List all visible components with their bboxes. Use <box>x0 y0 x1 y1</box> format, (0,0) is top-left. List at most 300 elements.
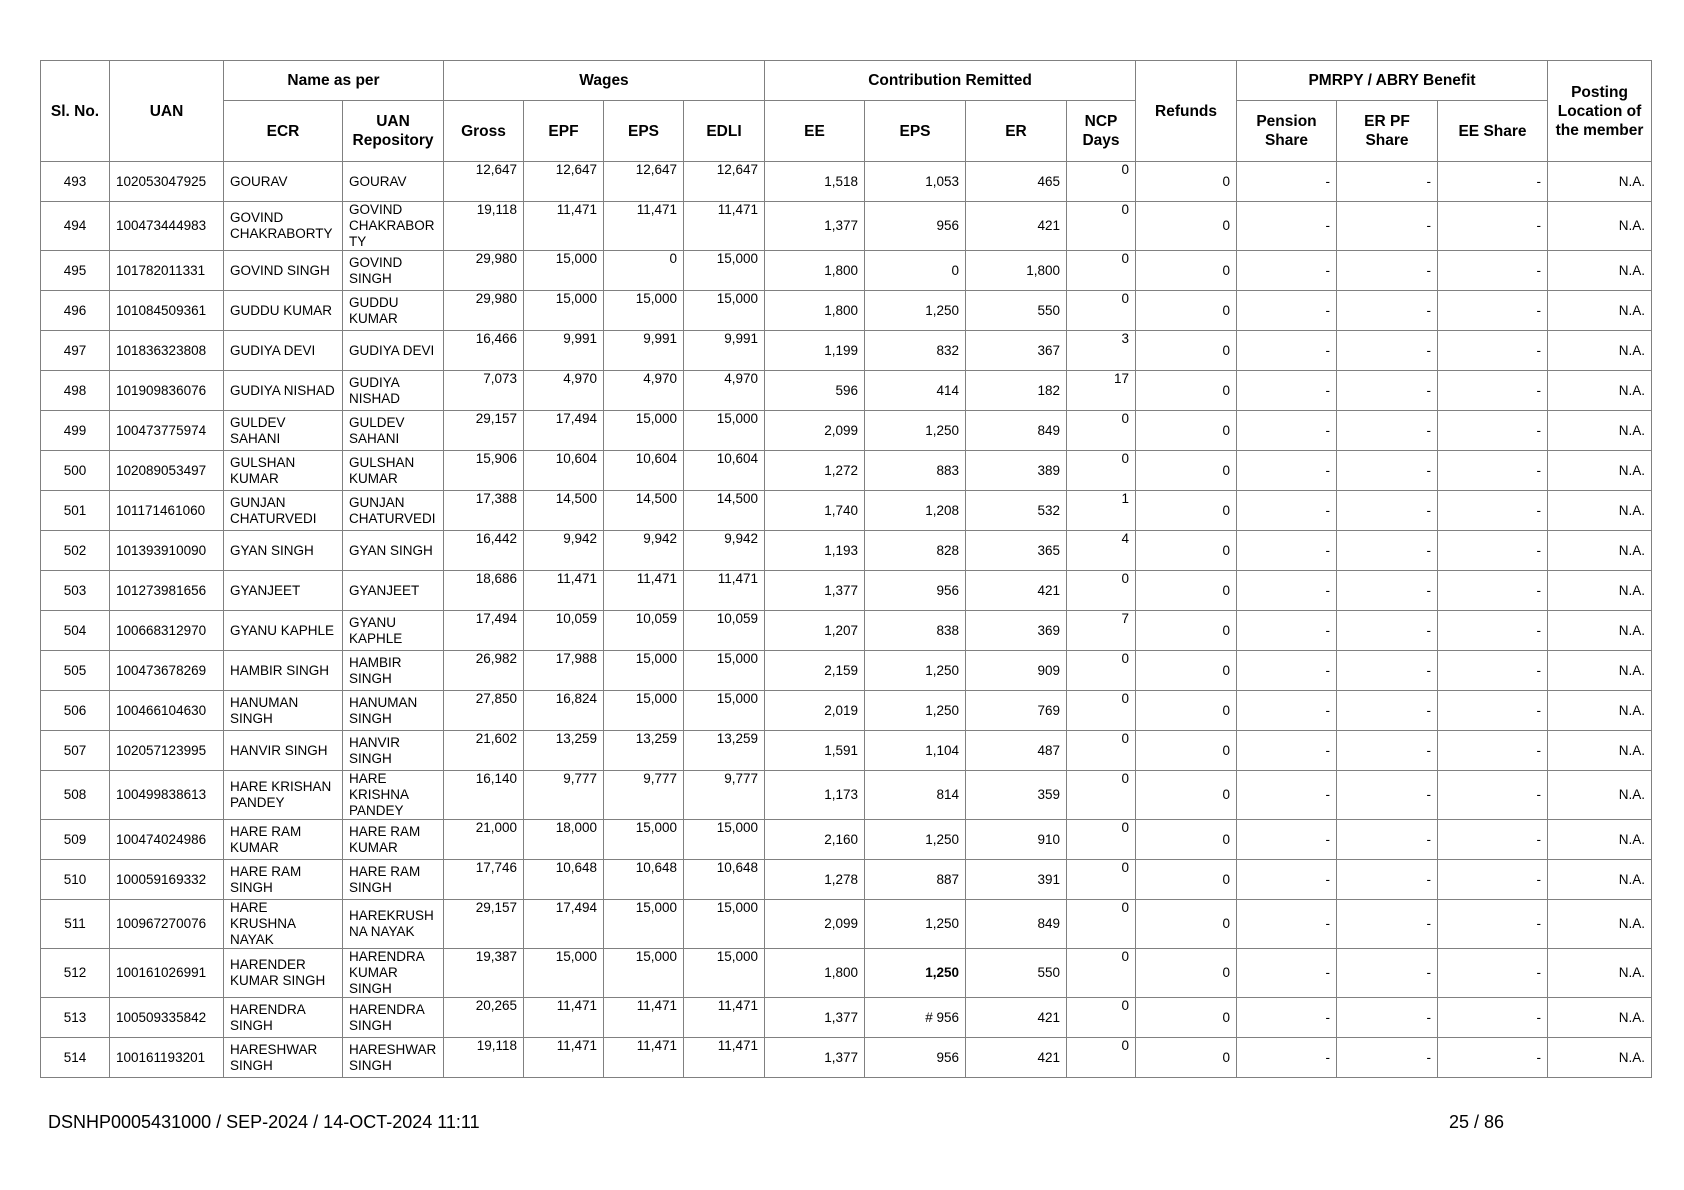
cell-pension-share: - <box>1237 162 1337 202</box>
cell-ee-share: - <box>1438 491 1548 531</box>
cell-er-pf-share: - <box>1337 651 1438 691</box>
cell-ee: 1,377 <box>765 1038 865 1078</box>
cell-posting-location: N.A. <box>1548 611 1652 651</box>
cell-pension-share: - <box>1237 371 1337 411</box>
cell-ncp-days: 3 <box>1067 331 1136 371</box>
cell-refunds: 0 <box>1136 691 1237 731</box>
cell-eps-contribution: 832 <box>865 331 966 371</box>
cell-er-pf-share: - <box>1337 900 1438 949</box>
cell-er-pf-share: - <box>1337 291 1438 331</box>
cell-epf: 4,970 <box>524 371 604 411</box>
cell-posting-location: N.A. <box>1548 571 1652 611</box>
cell-epf: 16,824 <box>524 691 604 731</box>
table-row <box>41 411 1652 451</box>
cell-eps-wages: 11,471 <box>604 998 684 1038</box>
cell-pension-share: - <box>1237 900 1337 949</box>
cell-edli: 15,000 <box>684 251 765 291</box>
cell-er: 769 <box>966 691 1067 731</box>
cell-refunds: 0 <box>1136 998 1237 1038</box>
cell-eps-wages: 15,000 <box>604 651 684 691</box>
cell-sl-no: 512 <box>41 949 110 998</box>
cell-epf: 15,000 <box>524 291 604 331</box>
cell-pension-share: - <box>1237 531 1337 571</box>
cell-er: 532 <box>966 491 1067 531</box>
cell-ee: 1,272 <box>765 451 865 491</box>
cell-ee: 1,800 <box>765 949 865 998</box>
cell-gross: 16,442 <box>444 531 524 571</box>
cell-ncp-days: 0 <box>1067 771 1136 820</box>
cell-ncp-days: 0 <box>1067 998 1136 1038</box>
cell-uan: 100474024986 <box>110 820 224 860</box>
cell-ee: 1,207 <box>765 611 865 651</box>
cell-ecr-name: GYANJEET <box>224 571 343 611</box>
cell-ee: 1,518 <box>765 162 865 202</box>
cell-eps-contribution: 414 <box>865 371 966 411</box>
cell-ee: 1,377 <box>765 571 865 611</box>
cell-gross: 16,466 <box>444 331 524 371</box>
cell-pension-share: - <box>1237 251 1337 291</box>
cell-er: 391 <box>966 860 1067 900</box>
cell-refunds: 0 <box>1136 331 1237 371</box>
cell-uan: 101836323808 <box>110 331 224 371</box>
cell-er-pf-share: - <box>1337 820 1438 860</box>
cell-epf: 10,059 <box>524 611 604 651</box>
cell-er: 421 <box>966 1038 1067 1078</box>
table-row <box>41 998 1652 1038</box>
cell-epf: 11,471 <box>524 202 604 251</box>
cell-ee-share: - <box>1438 411 1548 451</box>
cell-ncp-days: 0 <box>1067 860 1136 900</box>
cell-er: 910 <box>966 820 1067 860</box>
cell-uan-repository-name: GULDEV SAHANI <box>343 411 444 451</box>
cell-ee-share: - <box>1438 771 1548 820</box>
table-row <box>41 651 1652 691</box>
cell-edli: 11,471 <box>684 571 765 611</box>
cell-posting-location: N.A. <box>1548 251 1652 291</box>
cell-eps-wages: 0 <box>604 251 684 291</box>
cell-ncp-days: 0 <box>1067 731 1136 771</box>
cell-gross: 16,140 <box>444 771 524 820</box>
cell-er-pf-share: - <box>1337 411 1438 451</box>
cell-er: 182 <box>966 371 1067 411</box>
header-er-pf-share: ER PF Share <box>1337 101 1438 162</box>
cell-refunds: 0 <box>1136 371 1237 411</box>
ecr-table <box>40 60 1652 1078</box>
cell-eps-wages: 15,000 <box>604 820 684 860</box>
cell-refunds: 0 <box>1136 251 1237 291</box>
cell-uan: 102057123995 <box>110 731 224 771</box>
cell-posting-location: N.A. <box>1548 291 1652 331</box>
cell-ee-share: - <box>1438 860 1548 900</box>
cell-sl-no: 502 <box>41 531 110 571</box>
cell-sl-no: 513 <box>41 998 110 1038</box>
cell-ee-share: - <box>1438 998 1548 1038</box>
cell-eps-wages: 10,648 <box>604 860 684 900</box>
cell-epf: 10,604 <box>524 451 604 491</box>
cell-ecr-name: HARE KRUSHNA NAYAK <box>224 900 343 949</box>
cell-refunds: 0 <box>1136 900 1237 949</box>
cell-sl-no: 494 <box>41 202 110 251</box>
cell-ee: 1,173 <box>765 771 865 820</box>
cell-posting-location: N.A. <box>1548 771 1652 820</box>
cell-er: 550 <box>966 291 1067 331</box>
cell-ee: 2,099 <box>765 900 865 949</box>
cell-er-pf-share: - <box>1337 771 1438 820</box>
table-row <box>41 371 1652 411</box>
cell-pension-share: - <box>1237 451 1337 491</box>
cell-posting-location: N.A. <box>1548 949 1652 998</box>
cell-er: 421 <box>966 571 1067 611</box>
cell-epf: 11,471 <box>524 998 604 1038</box>
cell-ncp-days: 17 <box>1067 371 1136 411</box>
cell-refunds: 0 <box>1136 949 1237 998</box>
cell-sl-no: 498 <box>41 371 110 411</box>
cell-er-pf-share: - <box>1337 531 1438 571</box>
cell-edli: 11,471 <box>684 202 765 251</box>
cell-uan-repository-name: GUDDU KUMAR <box>343 291 444 331</box>
cell-sl-no: 499 <box>41 411 110 451</box>
cell-ee: 2,099 <box>765 411 865 451</box>
cell-er-pf-share: - <box>1337 331 1438 371</box>
cell-refunds: 0 <box>1136 820 1237 860</box>
cell-gross: 29,157 <box>444 411 524 451</box>
cell-eps-wages: 12,647 <box>604 162 684 202</box>
cell-sl-no: 504 <box>41 611 110 651</box>
cell-sl-no: 500 <box>41 451 110 491</box>
cell-posting-location: N.A. <box>1548 900 1652 949</box>
cell-pension-share: - <box>1237 998 1337 1038</box>
header-ncp-days: NCP Days <box>1067 101 1136 162</box>
cell-ncp-days: 0 <box>1067 949 1136 998</box>
cell-er: 389 <box>966 451 1067 491</box>
cell-ncp-days: 0 <box>1067 162 1136 202</box>
cell-ee-share: - <box>1438 202 1548 251</box>
header-pension-share: Pension Share <box>1237 101 1337 162</box>
table-row <box>41 1038 1652 1078</box>
cell-ecr-name: GUDIYA DEVI <box>224 331 343 371</box>
cell-gross: 18,686 <box>444 571 524 611</box>
cell-uan-repository-name: GYANU KAPHLE <box>343 611 444 651</box>
cell-pension-share: - <box>1237 651 1337 691</box>
cell-posting-location: N.A. <box>1548 998 1652 1038</box>
cell-epf: 10,648 <box>524 860 604 900</box>
table-row <box>41 491 1652 531</box>
cell-edli: 9,777 <box>684 771 765 820</box>
cell-pension-share: - <box>1237 771 1337 820</box>
cell-posting-location: N.A. <box>1548 162 1652 202</box>
cell-ncp-days: 0 <box>1067 251 1136 291</box>
table-row <box>41 900 1652 949</box>
cell-eps-wages: 14,500 <box>604 491 684 531</box>
cell-refunds: 0 <box>1136 651 1237 691</box>
cell-eps-contribution: 1,250 <box>865 691 966 731</box>
table-header <box>41 61 1652 162</box>
table-row <box>41 731 1652 771</box>
cell-edli: 9,942 <box>684 531 765 571</box>
cell-pension-share: - <box>1237 291 1337 331</box>
cell-eps-wages: 11,471 <box>604 202 684 251</box>
cell-gross: 12,647 <box>444 162 524 202</box>
cell-ee-share: - <box>1438 691 1548 731</box>
cell-eps-contribution: # 956 <box>865 998 966 1038</box>
cell-eps-contribution: 838 <box>865 611 966 651</box>
cell-ecr-name: GUDIYA NISHAD <box>224 371 343 411</box>
cell-refunds: 0 <box>1136 771 1237 820</box>
cell-ncp-days: 0 <box>1067 651 1136 691</box>
cell-ncp-days: 0 <box>1067 1038 1136 1078</box>
cell-pension-share: - <box>1237 731 1337 771</box>
cell-eps-contribution: 956 <box>865 1038 966 1078</box>
table-row <box>41 860 1652 900</box>
cell-ee-share: - <box>1438 949 1548 998</box>
cell-gross: 17,746 <box>444 860 524 900</box>
cell-epf: 13,259 <box>524 731 604 771</box>
cell-ee: 1,278 <box>765 860 865 900</box>
cell-ecr-name: GYANU KAPHLE <box>224 611 343 651</box>
cell-er-pf-share: - <box>1337 860 1438 900</box>
cell-gross: 20,265 <box>444 998 524 1038</box>
cell-eps-contribution: 1,250 <box>865 949 966 998</box>
cell-ee-share: - <box>1438 531 1548 571</box>
cell-eps-wages: 10,604 <box>604 451 684 491</box>
cell-er-pf-share: - <box>1337 731 1438 771</box>
cell-ecr-name: HARE RAM SINGH <box>224 860 343 900</box>
cell-gross: 19,118 <box>444 1038 524 1078</box>
cell-uan: 101393910090 <box>110 531 224 571</box>
cell-posting-location: N.A. <box>1548 691 1652 731</box>
cell-ee-share: - <box>1438 820 1548 860</box>
cell-uan: 100473444983 <box>110 202 224 251</box>
cell-ee-share: - <box>1438 731 1548 771</box>
cell-uan-repository-name: GOURAV <box>343 162 444 202</box>
cell-ee-share: - <box>1438 451 1548 491</box>
table-row <box>41 162 1652 202</box>
cell-er-pf-share: - <box>1337 202 1438 251</box>
cell-edli: 10,604 <box>684 451 765 491</box>
cell-uan: 101782011331 <box>110 251 224 291</box>
cell-ecr-name: HARENDER KUMAR SINGH <box>224 949 343 998</box>
cell-edli: 13,259 <box>684 731 765 771</box>
cell-ee: 2,019 <box>765 691 865 731</box>
header-wages: Wages <box>444 61 765 101</box>
cell-er: 909 <box>966 651 1067 691</box>
cell-ecr-name: GULDEV SAHANI <box>224 411 343 451</box>
cell-uan: 100161193201 <box>110 1038 224 1078</box>
cell-er: 849 <box>966 900 1067 949</box>
cell-eps-contribution: 1,250 <box>865 820 966 860</box>
cell-gross: 21,602 <box>444 731 524 771</box>
cell-pension-share: - <box>1237 571 1337 611</box>
cell-ecr-name: GOURAV <box>224 162 343 202</box>
cell-ecr-name: GUDDU KUMAR <box>224 291 343 331</box>
cell-refunds: 0 <box>1136 291 1237 331</box>
header-eps-wages: EPS <box>604 101 684 162</box>
cell-eps-contribution: 956 <box>865 571 966 611</box>
cell-eps-contribution: 828 <box>865 531 966 571</box>
cell-uan-repository-name: GUNJAN CHATURVEDI <box>343 491 444 531</box>
cell-ecr-name: HARESHWAR SINGH <box>224 1038 343 1078</box>
header-posting-location: Posting Location of the member <box>1548 61 1652 162</box>
cell-refunds: 0 <box>1136 860 1237 900</box>
cell-eps-wages: 9,942 <box>604 531 684 571</box>
cell-posting-location: N.A. <box>1548 731 1652 771</box>
cell-eps-wages: 13,259 <box>604 731 684 771</box>
cell-pension-share: - <box>1237 411 1337 451</box>
cell-er-pf-share: - <box>1337 571 1438 611</box>
cell-er-pf-share: - <box>1337 491 1438 531</box>
cell-epf: 9,942 <box>524 531 604 571</box>
cell-er-pf-share: - <box>1337 451 1438 491</box>
cell-eps-contribution: 1,250 <box>865 900 966 949</box>
cell-uan: 100473678269 <box>110 651 224 691</box>
cell-ee: 1,377 <box>765 998 865 1038</box>
cell-uan-repository-name: HARENDRA KUMAR SINGH <box>343 949 444 998</box>
cell-gross: 19,118 <box>444 202 524 251</box>
cell-ncp-days: 0 <box>1067 820 1136 860</box>
table-row <box>41 820 1652 860</box>
header-sl-no: Sl. No. <box>41 61 110 162</box>
cell-sl-no: 505 <box>41 651 110 691</box>
cell-pension-share: - <box>1237 491 1337 531</box>
cell-edli: 14,500 <box>684 491 765 531</box>
cell-ecr-name: HAMBIR SINGH <box>224 651 343 691</box>
table-row <box>41 531 1652 571</box>
cell-er: 421 <box>966 202 1067 251</box>
cell-uan: 100161026991 <box>110 949 224 998</box>
cell-uan-repository-name: GYANJEET <box>343 571 444 611</box>
cell-uan-repository-name: HAMBIR SINGH <box>343 651 444 691</box>
cell-refunds: 0 <box>1136 1038 1237 1078</box>
cell-er-pf-share: - <box>1337 611 1438 651</box>
header-name-as-per: Name as per <box>224 61 444 101</box>
cell-pension-share: - <box>1237 331 1337 371</box>
cell-gross: 19,387 <box>444 949 524 998</box>
cell-eps-wages: 15,000 <box>604 900 684 949</box>
cell-epf: 11,471 <box>524 1038 604 1078</box>
cell-eps-contribution: 0 <box>865 251 966 291</box>
cell-er-pf-share: - <box>1337 949 1438 998</box>
table-row <box>41 949 1652 998</box>
cell-sl-no: 503 <box>41 571 110 611</box>
cell-uan: 100509335842 <box>110 998 224 1038</box>
cell-sl-no: 496 <box>41 291 110 331</box>
cell-er: 369 <box>966 611 1067 651</box>
cell-eps-wages: 15,000 <box>604 291 684 331</box>
cell-epf: 15,000 <box>524 251 604 291</box>
cell-eps-wages: 10,059 <box>604 611 684 651</box>
cell-gross: 7,073 <box>444 371 524 411</box>
cell-posting-location: N.A. <box>1548 531 1652 571</box>
cell-posting-location: N.A. <box>1548 651 1652 691</box>
table-body <box>41 162 1652 1078</box>
cell-er: 849 <box>966 411 1067 451</box>
cell-eps-contribution: 814 <box>865 771 966 820</box>
cell-ee-share: - <box>1438 611 1548 651</box>
cell-eps-contribution: 1,208 <box>865 491 966 531</box>
cell-ee-share: - <box>1438 571 1548 611</box>
cell-pension-share: - <box>1237 611 1337 651</box>
cell-gross: 21,000 <box>444 820 524 860</box>
cell-er-pf-share: - <box>1337 691 1438 731</box>
cell-uan: 100473775974 <box>110 411 224 451</box>
cell-eps-contribution: 887 <box>865 860 966 900</box>
cell-edli: 10,059 <box>684 611 765 651</box>
cell-uan-repository-name: HAREKRUSH NA NAYAK <box>343 900 444 949</box>
table-row <box>41 331 1652 371</box>
cell-posting-location: N.A. <box>1548 820 1652 860</box>
cell-refunds: 0 <box>1136 162 1237 202</box>
cell-eps-contribution: 1,104 <box>865 731 966 771</box>
cell-pension-share: - <box>1237 691 1337 731</box>
cell-gross: 27,850 <box>444 691 524 731</box>
cell-edli: 15,000 <box>684 411 765 451</box>
cell-sl-no: 501 <box>41 491 110 531</box>
cell-pension-share: - <box>1237 860 1337 900</box>
cell-ecr-name: GOVIND SINGH <box>224 251 343 291</box>
cell-sl-no: 508 <box>41 771 110 820</box>
cell-ncp-days: 4 <box>1067 531 1136 571</box>
table-row <box>41 771 1652 820</box>
cell-uan: 101273981656 <box>110 571 224 611</box>
cell-edli: 15,000 <box>684 900 765 949</box>
cell-edli: 15,000 <box>684 691 765 731</box>
cell-refunds: 0 <box>1136 571 1237 611</box>
cell-ncp-days: 0 <box>1067 691 1136 731</box>
cell-uan-repository-name: HARE RAM KUMAR <box>343 820 444 860</box>
cell-sl-no: 509 <box>41 820 110 860</box>
cell-uan: 101909836076 <box>110 371 224 411</box>
cell-uan-repository-name: HARESHWAR SINGH <box>343 1038 444 1078</box>
cell-eps-contribution: 1,053 <box>865 162 966 202</box>
cell-posting-location: N.A. <box>1548 371 1652 411</box>
cell-gross: 15,906 <box>444 451 524 491</box>
cell-ncp-days: 0 <box>1067 900 1136 949</box>
cell-eps-contribution: 1,250 <box>865 411 966 451</box>
document-reference: DSNHP0005431000 / SEP-2024 / 14-OCT-2024 11:11 <box>48 1112 480 1132</box>
cell-eps-wages: 15,000 <box>604 411 684 451</box>
cell-ee: 1,800 <box>765 251 865 291</box>
cell-uan-repository-name: GUDIYA DEVI <box>343 331 444 371</box>
header-ecr: ECR <box>224 101 343 162</box>
cell-epf: 9,991 <box>524 331 604 371</box>
cell-ncp-days: 1 <box>1067 491 1136 531</box>
cell-edli: 11,471 <box>684 1038 765 1078</box>
cell-er: 465 <box>966 162 1067 202</box>
header-eps-contribution: EPS <box>865 101 966 162</box>
cell-edli: 9,991 <box>684 331 765 371</box>
cell-ee: 2,160 <box>765 820 865 860</box>
cell-pension-share: - <box>1237 1038 1337 1078</box>
cell-er-pf-share: - <box>1337 1038 1438 1078</box>
cell-pension-share: - <box>1237 820 1337 860</box>
cell-edli: 15,000 <box>684 651 765 691</box>
cell-eps-contribution: 956 <box>865 202 966 251</box>
cell-ee-share: - <box>1438 1038 1548 1078</box>
cell-ecr-name: GYAN SINGH <box>224 531 343 571</box>
cell-uan-repository-name: HANVIR SINGH <box>343 731 444 771</box>
cell-eps-wages: 9,991 <box>604 331 684 371</box>
cell-gross: 26,982 <box>444 651 524 691</box>
cell-eps-wages: 4,970 <box>604 371 684 411</box>
cell-gross: 29,157 <box>444 900 524 949</box>
cell-sl-no: 511 <box>41 900 110 949</box>
header-gross: Gross <box>444 101 524 162</box>
cell-epf: 18,000 <box>524 820 604 860</box>
cell-ee: 1,800 <box>765 291 865 331</box>
cell-sl-no: 507 <box>41 731 110 771</box>
cell-sl-no: 514 <box>41 1038 110 1078</box>
cell-er: 487 <box>966 731 1067 771</box>
